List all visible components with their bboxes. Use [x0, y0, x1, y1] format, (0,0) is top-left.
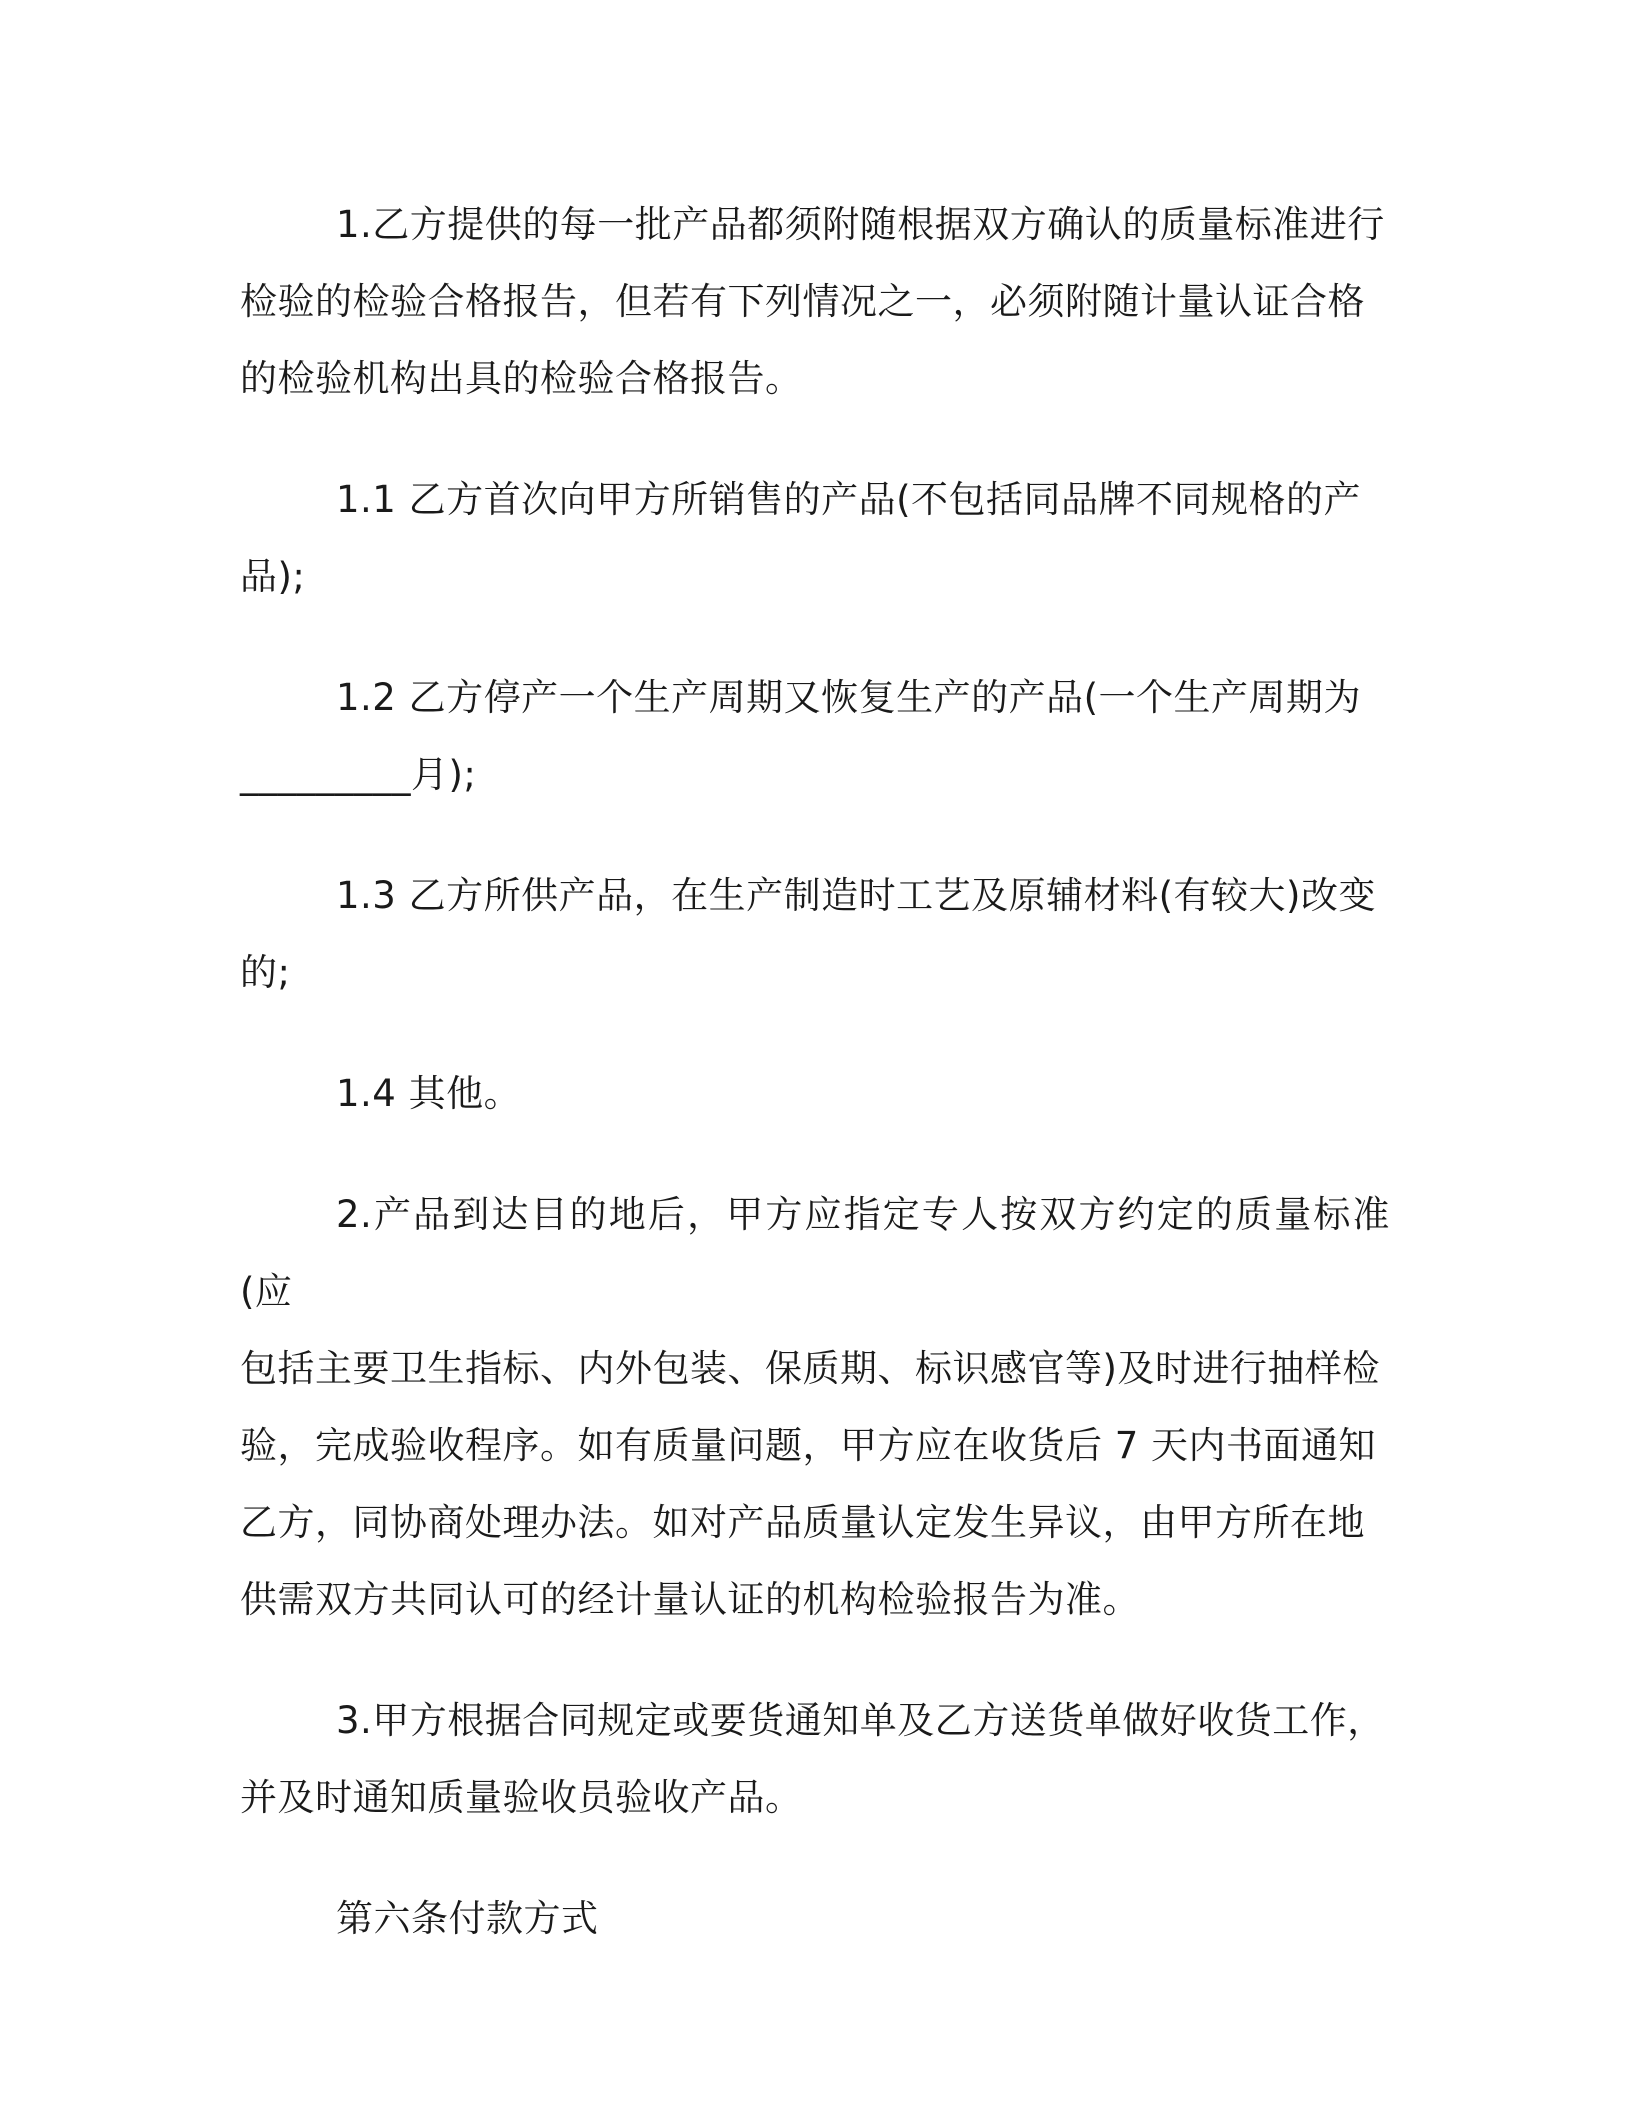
paragraph-1-3: [240, 857, 1390, 1011]
text-line: 品);: [240, 555, 306, 598]
text-line: 供需双方共同认可的经计量认证的机构检验报告为准。: [240, 1578, 1140, 1621]
text-line: 包括主要卫生指标、内外包装、保质期、标识感官等)及时进行抽样检: [240, 1347, 1380, 1390]
text-line: 3.甲方根据合同规定或要货通知单及乙方送货单做好收货工作，: [336, 1699, 1385, 1742]
text-line: 的;: [240, 951, 291, 994]
paragraph-1-2: [240, 659, 1390, 813]
text-line: 2.产品到达目的地后，甲方应指定专人按双方约定的质量标准(应: [240, 1193, 1390, 1313]
paragraph-2: [240, 1176, 1390, 1638]
paragraph-1-1: [240, 461, 1390, 615]
text-line: 1.1 乙方首次向甲方所销售的产品(不包括同品牌不同规格的产: [336, 478, 1362, 521]
text-line: 验，完成验收程序。如有质量问题，甲方应在收货后 7 天内书面通知: [240, 1424, 1377, 1467]
text-line: 检验的检验合格报告，但若有下列情况之一，必须附随计量认证合格: [240, 280, 1365, 323]
document-page: [240, 186, 1390, 1957]
text-line: 1.4 其他。: [336, 1072, 522, 1115]
text-line: 1.3 乙方所供产品，在生产制造时工艺及原辅材料(有较大)改变: [336, 874, 1376, 917]
text-line: 1.乙方提供的每一批产品都须附随根据双方确认的质量标准进行: [336, 203, 1385, 246]
text-line: 并及时通知质量验收员验收产品。: [240, 1776, 803, 1819]
section-heading: 第六条付款方式: [336, 1897, 599, 1940]
paragraph-3: [240, 1682, 1390, 1836]
text-line: _________月);: [240, 753, 477, 796]
text-line: 1.2 乙方停产一个生产周期又恢复生产的产品(一个生产周期为: [336, 676, 1362, 719]
paragraph-1-4: [240, 1055, 1390, 1132]
text-line: 乙方，同协商处理办法。如对产品质量认定发生异议，由甲方所在地: [240, 1501, 1365, 1544]
paragraph-1: [240, 186, 1390, 417]
text-line: 的检验机构出具的检验合格报告。: [240, 357, 803, 400]
